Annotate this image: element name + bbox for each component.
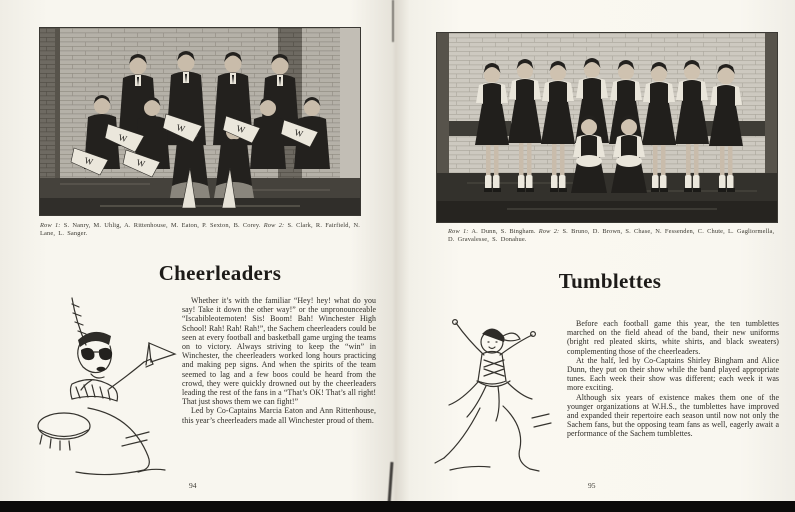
section-heading-tumblettes: Tumblettes bbox=[558, 269, 662, 293]
sunglasses-right-lens bbox=[99, 348, 112, 360]
megaphone-letter: W bbox=[83, 155, 95, 167]
caption-row1-names: A. Dunn, S. Bingham. bbox=[468, 228, 539, 235]
caption-row1-names: S. Nanry, M. Uhlig, A. Rittenhouse, M. Eaton, P. Sexton, B. Corey. bbox=[60, 222, 264, 229]
pennant-flag bbox=[149, 343, 175, 362]
arm-right bbox=[500, 335, 532, 355]
ponytail bbox=[503, 333, 520, 341]
leg-back bbox=[503, 406, 530, 469]
body-paragraph: Although six years of existence makes them one of the younger organizations at W.H.S., the tumblettes have improved and expanded their repertoire each season until now not only the Sachem fans, but the opposing team fans as well, eagerly await a performance of the Sachem tumblettes. bbox=[567, 392, 779, 439]
tumbler-illustration bbox=[420, 298, 570, 486]
hair-headband bbox=[78, 332, 111, 347]
left-page bbox=[0, 0, 395, 512]
caption-row2-label: Row 2: bbox=[538, 228, 560, 235]
megaphone-letter: W bbox=[235, 123, 247, 135]
skirt bbox=[76, 408, 149, 475]
body-text-cheerleaders bbox=[182, 296, 376, 425]
megaphone-letter: W bbox=[135, 157, 147, 169]
megaphone-letter: W bbox=[293, 127, 305, 139]
gutter-crease-top bbox=[392, 0, 394, 42]
body-paragraph: Whether it’s with the familiar “Hey! hey! what do you say! Take it down the other way!” or the unpronounceable “Iscabibleotemoten! Sis! Boom! Bah! Winchester High School! Rah! Rah! Rah!”, the Sachem cheerleaders could be seen at every football and basketball game urging the teams on to victory. Always striving to keep the “win” in Winchester, the cheerleaders worked long hours practicing and making pep signs. And when the spirits of the team seemed to lag and a few boos could be heard from the crowd, they were quickly drowned out by the cheerleaders leading the rest of the fans in a “That’s OK! That’s all right! That just shows them we can fight!” bbox=[182, 296, 376, 407]
megaphone-letter: W bbox=[117, 132, 129, 144]
page-number: 94 bbox=[189, 481, 197, 490]
right-page bbox=[395, 0, 795, 512]
cheerleader-mascot-illustration bbox=[12, 288, 184, 486]
skirt-folds bbox=[449, 382, 532, 421]
body-paragraph: At the half, led by Co-Captains Shirley Bingham and Alice Dunn, they put on their show while the band played appropriate tunes. Each week their show was different; each week it was more exciting. bbox=[567, 355, 779, 393]
hair bbox=[482, 329, 505, 343]
scan-edge-bar bbox=[0, 501, 795, 512]
sunglasses-left-lens bbox=[81, 348, 95, 360]
arm-left bbox=[456, 323, 484, 355]
bodice bbox=[478, 352, 506, 385]
body-text-tumblettes bbox=[567, 319, 779, 439]
cheerleaders-photo bbox=[40, 28, 360, 215]
caption-row2-names: S. Clark, R. Fairfield, N. Lane, L. Sanger. bbox=[40, 222, 360, 237]
photo-caption bbox=[448, 228, 776, 244]
cheerleaders-photo-art bbox=[40, 28, 360, 215]
lips bbox=[97, 367, 106, 372]
caption-row2-names: S. Bruno, D. Brown, S. Chase, N. Fessenden, C. Chute, L. Gagliormella, D. Gravalesse, S. Donahue. bbox=[448, 228, 775, 243]
body-paragraph: Before each football game this year, the ten tumblettes marched on the field ahead of the band, their new uniforms (bright red pleated skirts, white shirts, and black sweaters) complementing those of the cheerleaders. bbox=[567, 319, 779, 356]
section-heading-cheerleaders: Cheerleaders bbox=[158, 261, 282, 285]
caption-row1-label: Row 1: bbox=[448, 228, 469, 235]
raised-arm bbox=[109, 362, 144, 389]
megaphone-letter: W bbox=[175, 122, 187, 134]
tumblettes-photo-art bbox=[437, 33, 777, 222]
drum bbox=[38, 413, 90, 439]
caption-row2-label: Row 2: bbox=[263, 222, 285, 229]
caption-row1-label: Row 1: bbox=[40, 222, 61, 229]
page-number: 95 bbox=[588, 481, 596, 490]
body-paragraph: Led by Co-Captains Marcia Eaton and Ann Rittenhouse, this year’s cheerleaders made all Winchester proud of them. bbox=[182, 406, 376, 425]
photo-caption bbox=[40, 222, 364, 238]
leg-front bbox=[444, 408, 480, 458]
tumblettes-photo bbox=[437, 33, 777, 222]
